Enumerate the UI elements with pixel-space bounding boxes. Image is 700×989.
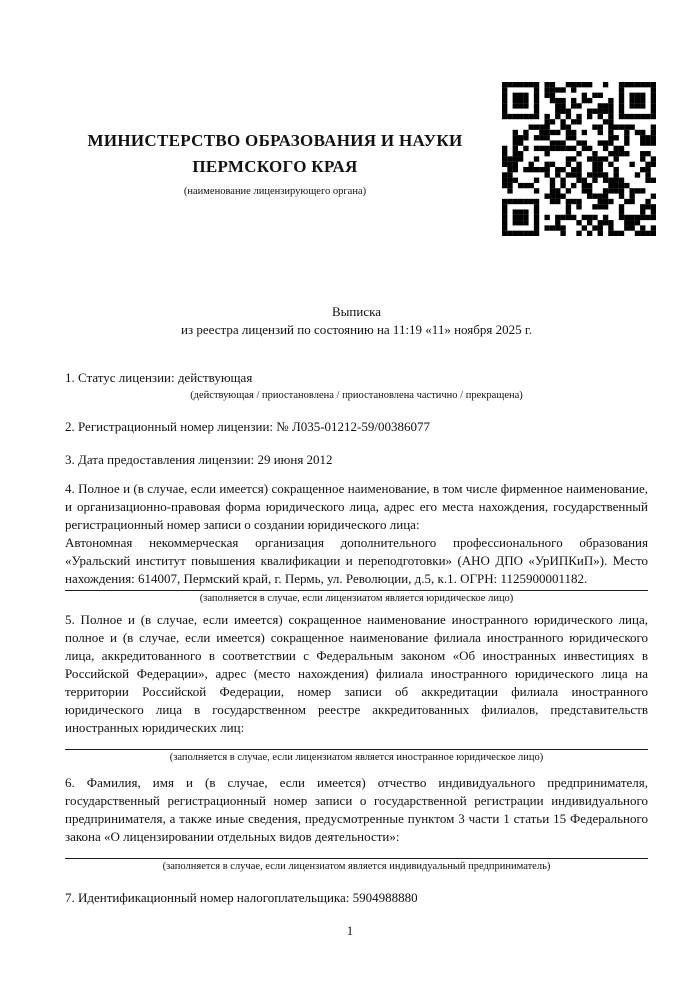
document-body xyxy=(65,303,648,907)
individual-entrepreneur-caption: (заполняется в случае, если лицензиатом является индивидуальный предприниматель) xyxy=(162,861,551,872)
ministry-name-line1: МИНИСТЕРСТВО ОБРАЗОВАНИЯ И НАУКИ xyxy=(87,131,463,150)
document-title-line1: Выписка xyxy=(332,304,381,319)
license-status-text: 1. Статус лицензии: действующая xyxy=(65,370,253,385)
document-title-line2: из реестра лицензий по состоянию на 11:19 «11» ноября 2025 г. xyxy=(181,322,532,337)
fill-in-line xyxy=(65,749,648,750)
grant-date-text: 3. Дата предоставления лицензии: 29 июня 2012 xyxy=(65,452,333,467)
fill-in-line xyxy=(65,858,648,859)
fill-in-line xyxy=(65,590,648,591)
registration-number-text: 2. Регистрационный номер лицензии: № Л035-01212-59/00386077 xyxy=(65,419,431,434)
taxpayer-number-text: 7. Идентификационный номер налогоплательщика: 5904988880 xyxy=(65,890,418,905)
section-taxpayer-number xyxy=(65,889,648,907)
section-individual-entrepreneur xyxy=(65,774,648,873)
qr-code xyxy=(502,82,656,236)
licensing-authority-block xyxy=(58,128,492,198)
legal-entity-value: Автономная некоммерческая организация дополнительного профессионального образования «Уральский институт повышения квалификации и переподготовки» (АНО ДПО «УрИПКиП»). Место нахождения: 614007, Пермский край, г. Пермь, ул. Революции, д.5, к.1. ОГРН: 1125900001182. xyxy=(65,535,648,586)
section-registration-number xyxy=(65,418,648,436)
ministry-name-line2: ПЕРМСКОГО КРАЯ xyxy=(192,157,358,176)
ministry-name-caption: (наименование лицензирующего органа) xyxy=(183,186,367,197)
foreign-entity-label: 5. Полное и (в случае, если имеется) сокращенное наименование иностранного юридического лица, полное и (в случае, если имеется) сокращенное наименование филиала иностранного юридического лица, аккредитованного в соответствии с Федеральным законом «Об иностранных инвестициях в Российской Федерации», адрес (место нахождения) филиала иностранного юридического лица на территории Российской Федерации, номер записи об аккредитации филиала иностранного юридического лица в государственном реестре аккредитованных филиалов, представительств иностранных юридических лиц: xyxy=(65,612,648,735)
document-title xyxy=(65,303,648,339)
foreign-entity-caption: (заполняется в случае, если лицензиатом является иностранное юридическое лицо) xyxy=(169,752,544,763)
legal-entity-label: 4. Полное и (в случае, если имеется) сокращенное наименование, в том числе фирменное наименование, и организационно-правовая форма юридического лица, адрес его места нахождения, государственный регистрационный номер записи о создании юридического лица: xyxy=(65,481,648,532)
legal-entity-caption: (заполняется в случае, если лицензиатом является юридическое лицо) xyxy=(199,593,514,604)
individual-entrepreneur-label: 6. Фамилия, имя и (в случае, если имеется) отчество индивидуального предпринимателя, государственный регистрационный номер записи о государственной регистрации индивидуального предпринимателя, а также иные сведения, предусмотренные пунктом 3 части 1 статьи 15 Федерального закона «О лицензировании отдельных видов деятельности»: xyxy=(65,775,648,844)
section-license-status xyxy=(65,369,648,402)
license-status-caption: (действующая / приостановлена / приостановлена частично / прекращена) xyxy=(190,390,523,401)
page-number: 1 xyxy=(346,924,354,938)
section-legal-entity xyxy=(65,480,648,605)
section-grant-date xyxy=(65,451,648,469)
section-foreign-entity xyxy=(65,611,648,764)
